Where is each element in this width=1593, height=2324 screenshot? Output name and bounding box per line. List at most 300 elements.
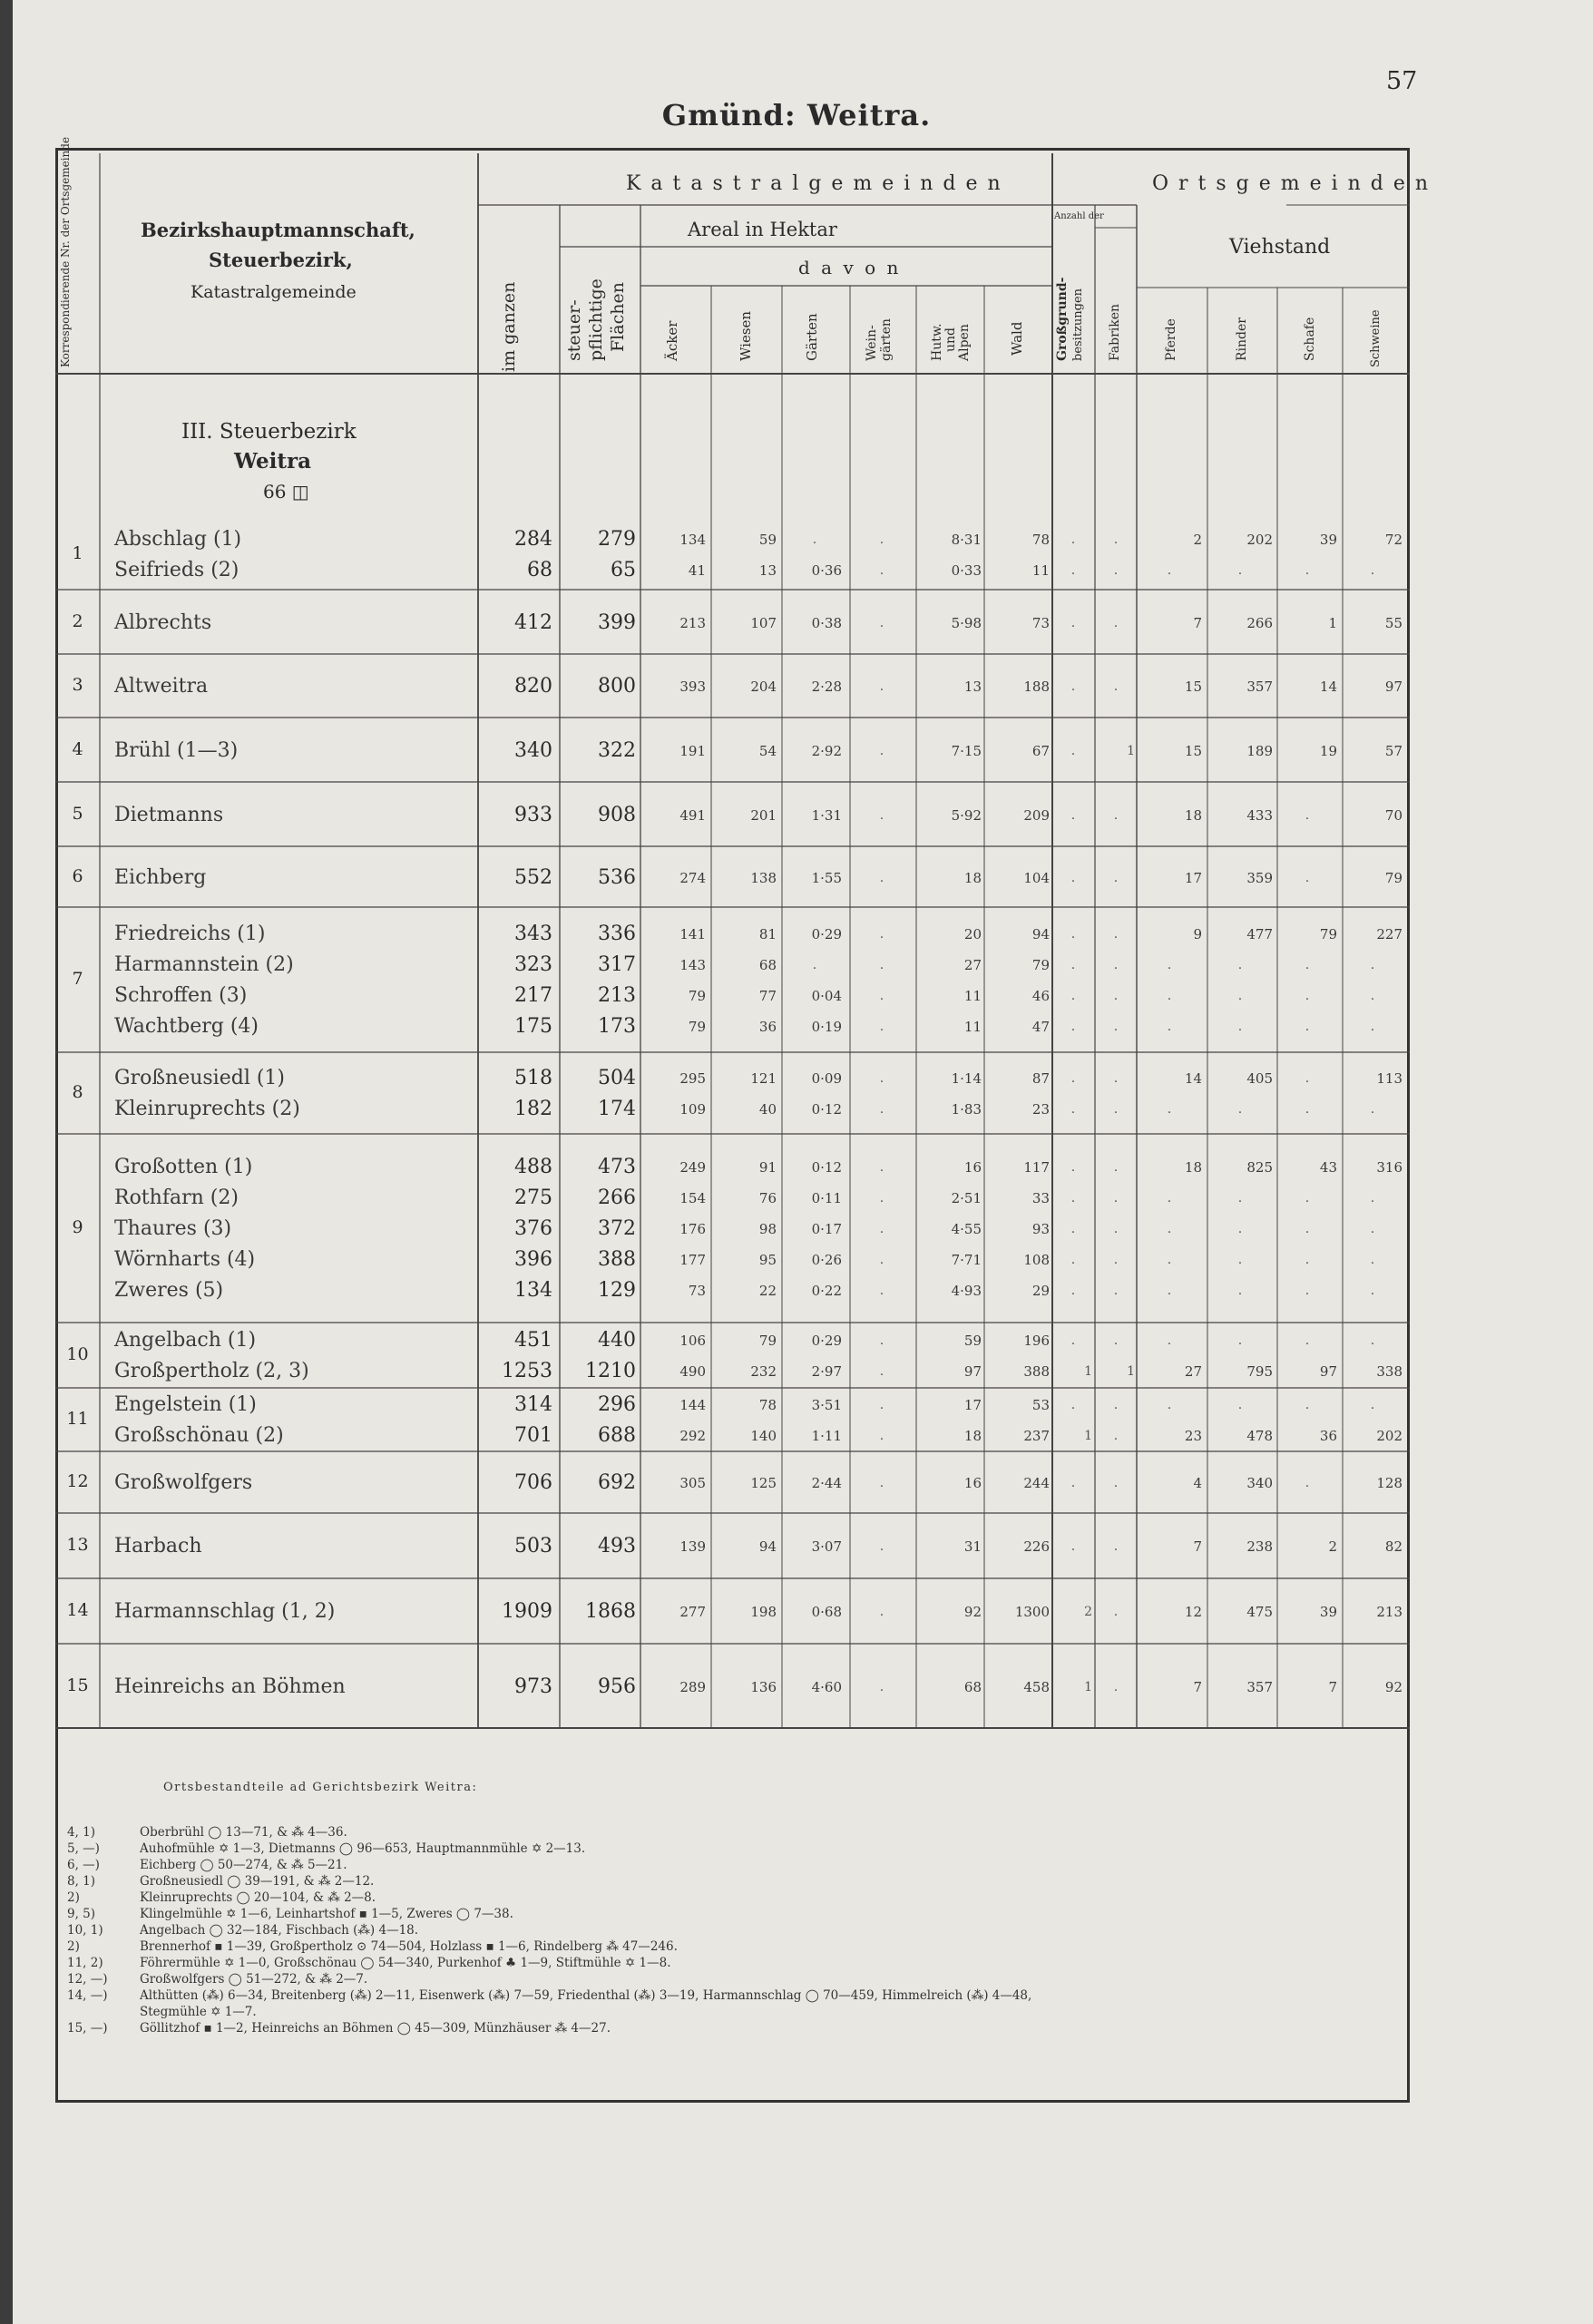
- footnote-line: [67, 2021, 611, 2036]
- cell-acker: 277: [679, 1604, 706, 1620]
- cell-rinder: .: [1237, 1284, 1243, 1298]
- group-header-areal: Areal in Hektar: [688, 219, 837, 240]
- cell-wein: .: [879, 870, 884, 885]
- cell-steuer: 174: [598, 1098, 636, 1120]
- cell-wein: .: [879, 1284, 884, 1298]
- cell-steuer: 692: [598, 1471, 636, 1494]
- footnote-text: Oberbrühl ◯ 13—71, & ⁂ 4—36.: [140, 1825, 347, 1840]
- gemeinde-name: Heinreichs an Böhmen: [114, 1675, 346, 1698]
- cell-schafe: .: [1305, 1398, 1310, 1412]
- cell-schweine: 316: [1376, 1159, 1402, 1176]
- cell-rinder: 433: [1246, 806, 1273, 824]
- cell-gaerten: 0·22: [811, 1283, 842, 1299]
- cell-ganzen: 217: [514, 984, 552, 1007]
- cell-gaerten: 0·12: [811, 1159, 842, 1176]
- cell-wiesen: 121: [750, 1070, 777, 1087]
- cell-schweine: 202: [1376, 1428, 1402, 1444]
- gemeinde-name: Dietmanns: [114, 803, 224, 826]
- cell-wein: .: [879, 1253, 884, 1267]
- cell-steuer: 473: [598, 1156, 636, 1178]
- gemeinde-name: Angelbach (1): [114, 1329, 257, 1352]
- gemeinde-name: Seifrieds (2): [114, 558, 239, 581]
- cell-hutw: 17: [963, 1397, 982, 1413]
- cell-ganzen: 376: [514, 1217, 552, 1240]
- cell-steuer: 213: [598, 984, 636, 1007]
- cell-gaerten: 2·92: [811, 742, 842, 759]
- group-header-anzahl: Anzahl der: [1054, 211, 1104, 221]
- cell-wein: .: [879, 1071, 884, 1086]
- cell-pferde: 7: [1193, 1678, 1202, 1695]
- cell-fabr: .: [1113, 1222, 1119, 1236]
- cell-gross: .: [1070, 927, 1076, 942]
- cell-gross: .: [1070, 1253, 1076, 1267]
- cell-schweine: 92: [1384, 1678, 1402, 1695]
- cell-acker: 79: [688, 988, 706, 1004]
- cell-rinder: 266: [1246, 614, 1273, 631]
- cell-pferde: 2: [1193, 531, 1202, 548]
- gemeinde-name: Harmannstein (2): [114, 953, 294, 976]
- cell-wald: 73: [1031, 614, 1050, 631]
- cell-steuer: 688: [598, 1424, 636, 1447]
- cell-rinder: .: [1237, 989, 1243, 1003]
- col-header-steuerpflichtig: steuer-: [564, 299, 584, 361]
- cell-pferde: 27: [1184, 1363, 1202, 1380]
- footnote-text: Kleinruprechts ◯ 20—104, & ⁂ 2—8.: [140, 1890, 376, 1905]
- cell-wein: .: [879, 562, 884, 578]
- gemeinde-name: Rothfarn (2): [114, 1186, 239, 1209]
- cell-steuer: 336: [598, 923, 636, 945]
- col-header-fabriken: Fabriken: [1108, 303, 1122, 361]
- group-header-davon: d a v o n: [798, 257, 902, 278]
- row-number: 9: [72, 1217, 83, 1237]
- gemeinde-name: Altweitra: [114, 675, 209, 698]
- cell-wein: .: [879, 1222, 884, 1236]
- section-title: III. Steuerbezirk: [181, 420, 357, 444]
- cell-gaerten: 2·97: [811, 1363, 842, 1380]
- cell-gaerten: 0·09: [811, 1070, 842, 1087]
- cell-schweine: 70: [1384, 806, 1402, 824]
- cell-gaerten: 1·31: [811, 806, 842, 824]
- cell-gross: .: [1070, 870, 1076, 885]
- footnote-text: Angelbach ◯ 32—184, Fischbach (⁂) 4—18.: [140, 1923, 419, 1938]
- cell-wiesen: 98: [758, 1221, 777, 1237]
- cell-gaerten: .: [812, 958, 817, 972]
- cell-hutw: 11: [963, 988, 982, 1004]
- gemeinde-name: Großotten (1): [114, 1156, 253, 1178]
- cell-acker: 106: [679, 1333, 706, 1349]
- cell-schafe: .: [1305, 1253, 1310, 1267]
- cell-schafe: 1: [1328, 614, 1337, 631]
- cell-rinder: .: [1237, 1102, 1243, 1117]
- cell-gross: .: [1070, 1071, 1076, 1086]
- cell-pferde: .: [1167, 1253, 1172, 1267]
- footnote-line: [67, 1923, 418, 1938]
- gemeinde-name: Brühl (1—3): [114, 738, 239, 762]
- cell-schweine: 128: [1376, 1475, 1402, 1491]
- cell-wein: .: [879, 1333, 884, 1348]
- footnote-line: [67, 1939, 678, 1954]
- col-header-grossgrund: besitzungen: [1071, 288, 1085, 361]
- cell-fabr: .: [1113, 562, 1119, 578]
- cell-schafe: 39: [1319, 531, 1337, 548]
- cell-steuer: 399: [598, 610, 636, 634]
- cell-wiesen: 232: [750, 1363, 777, 1380]
- cell-ganzen: 503: [514, 1535, 552, 1557]
- cell-rinder: .: [1237, 1191, 1243, 1206]
- cell-acker: 305: [679, 1475, 706, 1491]
- cell-wald: 93: [1031, 1221, 1050, 1237]
- cell-pferde: 7: [1193, 614, 1202, 631]
- cell-schafe: 2: [1328, 1538, 1337, 1555]
- cell-wald: 23: [1031, 1101, 1050, 1118]
- cell-schweine: .: [1370, 1222, 1375, 1236]
- footnote-text: Auhofmühle ✡ 1—3, Dietmanns ◯ 96—653, Hauptmannmühle ✡ 2—13.: [140, 1841, 586, 1856]
- cell-gross: .: [1070, 1476, 1076, 1490]
- cell-rinder: 357: [1246, 679, 1273, 695]
- cell-pferde: 17: [1184, 869, 1202, 886]
- cell-wald: 47: [1031, 1019, 1050, 1035]
- row-number: 14: [66, 1600, 89, 1620]
- cell-gaerten: 0·04: [811, 988, 842, 1004]
- cell-hutw: 27: [963, 957, 982, 973]
- row-number: 6: [72, 865, 83, 886]
- cell-hutw: 13: [963, 679, 982, 695]
- group-header-ortsgemeinden: O r t s g e m e i n d e n: [1152, 172, 1431, 195]
- cell-fabr: 1: [1127, 1364, 1135, 1379]
- cell-steuer: 440: [598, 1329, 636, 1352]
- cell-hutw: 5·98: [951, 614, 982, 631]
- cell-wein: .: [879, 679, 884, 694]
- cell-acker: 177: [679, 1252, 706, 1268]
- cell-steuer: 800: [598, 675, 636, 698]
- cell-gaerten: 0·36: [811, 561, 842, 579]
- row-number: 4: [72, 738, 83, 759]
- cell-wein: .: [879, 958, 884, 972]
- cell-schweine: 82: [1384, 1538, 1402, 1555]
- cell-wiesen: 13: [758, 561, 777, 579]
- footnote-text: Stegmühle ✡ 1—7.: [140, 2005, 257, 2019]
- cell-schweine: 213: [1376, 1604, 1402, 1620]
- cell-pferde: 23: [1184, 1428, 1202, 1444]
- footnote-key: 6, —): [67, 1858, 100, 1872]
- cell-wiesen: 125: [750, 1475, 777, 1491]
- cell-ganzen: 340: [514, 738, 552, 762]
- cell-pferde: .: [1167, 989, 1172, 1003]
- gemeinde-name: Schroffen (3): [114, 984, 248, 1007]
- cell-gaerten: 0·26: [811, 1252, 842, 1268]
- row-number: 12: [66, 1471, 89, 1491]
- cell-acker: 295: [679, 1070, 706, 1087]
- cell-wiesen: 78: [758, 1397, 777, 1413]
- cell-fabr: .: [1113, 679, 1119, 694]
- footnote-key: 12, —): [67, 1972, 108, 1987]
- cell-schweine: .: [1370, 1020, 1375, 1034]
- footnote-text: Eichberg ◯ 50—274, & ⁂ 5—21.: [140, 1858, 347, 1872]
- cell-wiesen: 94: [758, 1538, 777, 1555]
- cell-pferde: 18: [1184, 1159, 1202, 1176]
- cell-pferde: .: [1167, 958, 1172, 972]
- cell-schafe: .: [1305, 1020, 1310, 1034]
- footnote-line: [67, 1841, 585, 1856]
- cell-ganzen: 552: [514, 865, 552, 889]
- cell-pferde: 9: [1193, 926, 1202, 942]
- cell-rinder: 202: [1246, 531, 1273, 548]
- cell-hutw: 97: [963, 1363, 982, 1380]
- cell-schafe: .: [1305, 1071, 1310, 1086]
- cell-hutw: 0·33: [951, 561, 982, 579]
- col-header-wiesen: Wiesen: [738, 310, 754, 361]
- col-header-steuerpflichtig: Flächen: [608, 282, 628, 352]
- col-header-bezirk: Bezirkshauptmannschaft,: [141, 219, 415, 241]
- cell-rinder: .: [1237, 1333, 1243, 1348]
- cell-wiesen: 138: [750, 869, 777, 886]
- cell-fabr: .: [1113, 1102, 1119, 1117]
- footnote-line: [67, 2005, 257, 2019]
- gemeinde-name: Harbach: [114, 1535, 202, 1557]
- cell-steuer: 266: [598, 1186, 636, 1209]
- cell-wiesen: 198: [750, 1604, 777, 1620]
- cell-wald: 108: [1023, 1252, 1050, 1268]
- cell-ganzen: 284: [514, 527, 552, 551]
- cell-gaerten: 3·07: [811, 1538, 842, 1555]
- cell-wiesen: 40: [758, 1101, 777, 1118]
- cell-pferde: 7: [1193, 1538, 1202, 1555]
- cell-wiesen: 95: [758, 1252, 777, 1268]
- cell-fabr: .: [1113, 1020, 1119, 1034]
- cell-wald: 11: [1031, 561, 1050, 579]
- cell-wald: 78: [1031, 531, 1050, 548]
- cell-gaerten: 0·38: [811, 614, 842, 631]
- cell-fabr: .: [1113, 1160, 1119, 1175]
- cell-rinder: .: [1237, 562, 1243, 578]
- cell-wald: 104: [1023, 869, 1050, 886]
- cell-ganzen: 134: [514, 1279, 552, 1302]
- cell-hutw: 8·31: [951, 531, 982, 548]
- cell-wald: 94: [1031, 926, 1050, 942]
- cell-ganzen: 323: [514, 953, 552, 976]
- cell-wein: .: [879, 807, 884, 823]
- cell-fabr: .: [1113, 615, 1119, 630]
- cell-wald: 237: [1023, 1428, 1050, 1444]
- cell-acker: 139: [679, 1538, 706, 1555]
- cell-acker: 143: [679, 957, 706, 973]
- cell-wiesen: 204: [750, 679, 777, 695]
- cell-gaerten: 3·51: [811, 1397, 842, 1413]
- cell-pferde: .: [1167, 1020, 1172, 1034]
- page-number: 57: [1386, 67, 1418, 95]
- cell-steuer: 536: [598, 865, 636, 889]
- footnote-text: Großneusiedl ◯ 39—191, & ⁂ 2—12.: [140, 1874, 375, 1889]
- cell-schafe: .: [1305, 870, 1310, 885]
- cell-wiesen: 81: [758, 926, 777, 942]
- cell-pferde: 14: [1184, 1070, 1202, 1087]
- cell-hutw: 16: [963, 1159, 982, 1176]
- cell-gross: .: [1070, 1102, 1076, 1117]
- row-number: 7: [72, 969, 83, 989]
- cell-gross: .: [1070, 615, 1076, 630]
- cell-wald: 188: [1023, 679, 1050, 695]
- row-number: 2: [72, 610, 83, 631]
- cell-hutw: 18: [963, 869, 982, 886]
- cell-rinder: 405: [1246, 1070, 1273, 1087]
- footnote-text: Klingelmühle ✡ 1—6, Leinhartshof ▪ 1—5, Zweres ◯ 7—38.: [140, 1907, 513, 1921]
- cell-wiesen: 91: [758, 1159, 777, 1176]
- cell-wald: 53: [1031, 1397, 1050, 1413]
- cell-ganzen: 314: [514, 1393, 552, 1416]
- cell-gross: .: [1070, 1020, 1076, 1034]
- section-subtitle: Weitra: [234, 449, 311, 474]
- cell-rinder: 478: [1246, 1428, 1273, 1444]
- footnote-text: Großwolfgers ◯ 51—272, & ⁂ 2—7.: [140, 1972, 368, 1987]
- gemeinde-name: Engelstein (1): [114, 1393, 257, 1416]
- cell-hutw: 31: [963, 1538, 982, 1555]
- col-header-wald: Wald: [1009, 321, 1025, 356]
- cell-fabr: .: [1113, 1679, 1119, 1694]
- cell-acker: 141: [679, 926, 706, 942]
- cell-acker: 134: [679, 531, 706, 548]
- cell-schweine: .: [1370, 958, 1375, 972]
- row-number: 1: [72, 542, 83, 563]
- cell-ganzen: 343: [514, 923, 552, 945]
- row-number: 8: [72, 1082, 83, 1102]
- cell-pferde: .: [1167, 1191, 1172, 1206]
- footnote-key: 14, —): [67, 1988, 108, 2003]
- cell-wein: .: [879, 615, 884, 630]
- cell-pferde: 12: [1184, 1604, 1202, 1620]
- group-header-katastralgemeinden: K a t a s t r a l g e m e i n d e n: [626, 172, 1002, 195]
- cell-wald: 1300: [1014, 1604, 1050, 1620]
- cell-fabr: .: [1113, 1253, 1119, 1267]
- cell-steuer: 65: [611, 558, 636, 581]
- cell-gaerten: 1·55: [811, 869, 842, 886]
- cell-steuer: 504: [598, 1067, 636, 1089]
- cell-rinder: 238: [1246, 1538, 1273, 1555]
- cell-steuer: 1868: [585, 1600, 636, 1623]
- cell-gross: .: [1070, 679, 1076, 694]
- cell-gaerten: 0·19: [811, 1019, 842, 1035]
- cell-hutw: 2·51: [951, 1190, 982, 1206]
- cell-rinder: 475: [1246, 1604, 1273, 1620]
- footnote-key: 11, 2): [67, 1956, 103, 1970]
- cell-ganzen: 488: [514, 1156, 552, 1178]
- cell-schweine: 97: [1384, 679, 1402, 695]
- cell-ganzen: 412: [514, 610, 552, 634]
- gemeinde-name: Wörnharts (4): [114, 1248, 256, 1271]
- cell-steuer: 322: [598, 738, 636, 762]
- cell-wald: 196: [1023, 1333, 1050, 1349]
- cell-schweine: 227: [1376, 926, 1402, 942]
- footnote-text: Föhrermühle ✡ 1—0, Großschönau ◯ 54—340, Purkenhof ♣ 1—9, Stiftmühle ✡ 1—8.: [140, 1956, 671, 1970]
- cell-rinder: .: [1237, 1222, 1243, 1236]
- cell-gross: .: [1070, 1160, 1076, 1175]
- cell-gross: .: [1070, 807, 1076, 823]
- cell-steuer: 493: [598, 1535, 636, 1557]
- cell-steuer: 1210: [585, 1360, 636, 1382]
- footnote-line: [67, 1907, 513, 1921]
- gemeinde-name: Kleinruprechts (2): [114, 1098, 300, 1120]
- gemeinde-name: Albrechts: [114, 610, 212, 634]
- cell-steuer: 279: [598, 527, 636, 551]
- footnote-key: 10, 1): [67, 1923, 103, 1938]
- cell-schafe: .: [1305, 958, 1310, 972]
- cell-hutw: 1·83: [951, 1101, 982, 1118]
- cell-hutw: 11: [963, 1019, 982, 1035]
- cell-acker: 41: [688, 561, 706, 579]
- cell-schweine: .: [1370, 989, 1375, 1003]
- cell-hutw: 59: [963, 1333, 982, 1349]
- cell-acker: 292: [679, 1428, 706, 1444]
- col-header-hutweiden: Alpen: [957, 324, 972, 361]
- cell-ganzen: 518: [514, 1067, 552, 1089]
- cell-fabr: .: [1113, 1429, 1119, 1443]
- cell-wald: 33: [1031, 1190, 1050, 1206]
- cell-pferde: 18: [1184, 806, 1202, 824]
- cell-schafe: .: [1305, 1284, 1310, 1298]
- cell-rinder: .: [1237, 1398, 1243, 1412]
- cell-schweine: .: [1370, 1398, 1375, 1412]
- cell-fabr: .: [1113, 1333, 1119, 1348]
- cell-gross: .: [1070, 532, 1076, 547]
- cell-wiesen: 76: [758, 1190, 777, 1206]
- col-header-pferde: Pferde: [1164, 318, 1178, 361]
- cell-wald: 244: [1023, 1475, 1050, 1491]
- cell-fabr: .: [1113, 958, 1119, 972]
- cell-pferde: .: [1167, 1398, 1172, 1412]
- cell-schweine: 79: [1384, 869, 1402, 886]
- cell-gaerten: 4·60: [811, 1678, 842, 1695]
- cell-steuer: 908: [598, 803, 636, 826]
- footnote-line: [67, 1825, 347, 1840]
- col-header-weingaerten: gärten: [879, 318, 894, 361]
- footnote-key: 8, 1): [67, 1874, 96, 1889]
- col-header-korr-nr: Korrespondierende Nr. der Ortsgemeinde: [59, 136, 72, 367]
- cell-gross: 1: [1084, 1364, 1092, 1379]
- cell-schweine: .: [1370, 562, 1375, 578]
- cell-schafe: 43: [1319, 1159, 1337, 1176]
- cell-fabr: .: [1113, 989, 1119, 1003]
- cell-gross: .: [1070, 989, 1076, 1003]
- cell-pferde: .: [1167, 1284, 1172, 1298]
- gemeinde-name: Abschlag (1): [114, 527, 242, 551]
- col-header-rinder: Rinder: [1235, 317, 1249, 361]
- row-number: 5: [72, 803, 83, 824]
- cell-acker: 79: [688, 1019, 706, 1035]
- cell-wald: 117: [1023, 1159, 1050, 1176]
- cell-wein: .: [879, 1539, 884, 1554]
- cell-gross: 1: [1084, 1679, 1092, 1694]
- cell-pferde: .: [1167, 562, 1172, 578]
- cell-rinder: 359: [1246, 869, 1273, 886]
- cell-gaerten: 0·68: [811, 1604, 842, 1620]
- cell-wein: .: [879, 1679, 884, 1694]
- cell-fabr: .: [1113, 807, 1119, 823]
- cell-steuer: 956: [598, 1675, 636, 1698]
- footnote-line: [67, 1972, 367, 1987]
- cell-wald: 388: [1023, 1363, 1050, 1380]
- cell-schweine: 55: [1384, 614, 1402, 631]
- cell-steuer: 317: [598, 953, 636, 976]
- cell-wiesen: 22: [758, 1283, 777, 1299]
- footnote-line: [67, 1988, 1031, 2003]
- cell-gaerten: 1·11: [811, 1428, 842, 1444]
- cell-wald: 209: [1023, 806, 1050, 824]
- footnote-line: [67, 1874, 374, 1889]
- cell-fabr: .: [1113, 1071, 1119, 1086]
- cell-hutw: 5·92: [951, 806, 982, 824]
- cell-ganzen: 396: [514, 1248, 552, 1271]
- cell-schafe: .: [1305, 807, 1310, 823]
- gemeinde-name: Wachtberg (4): [114, 1015, 259, 1038]
